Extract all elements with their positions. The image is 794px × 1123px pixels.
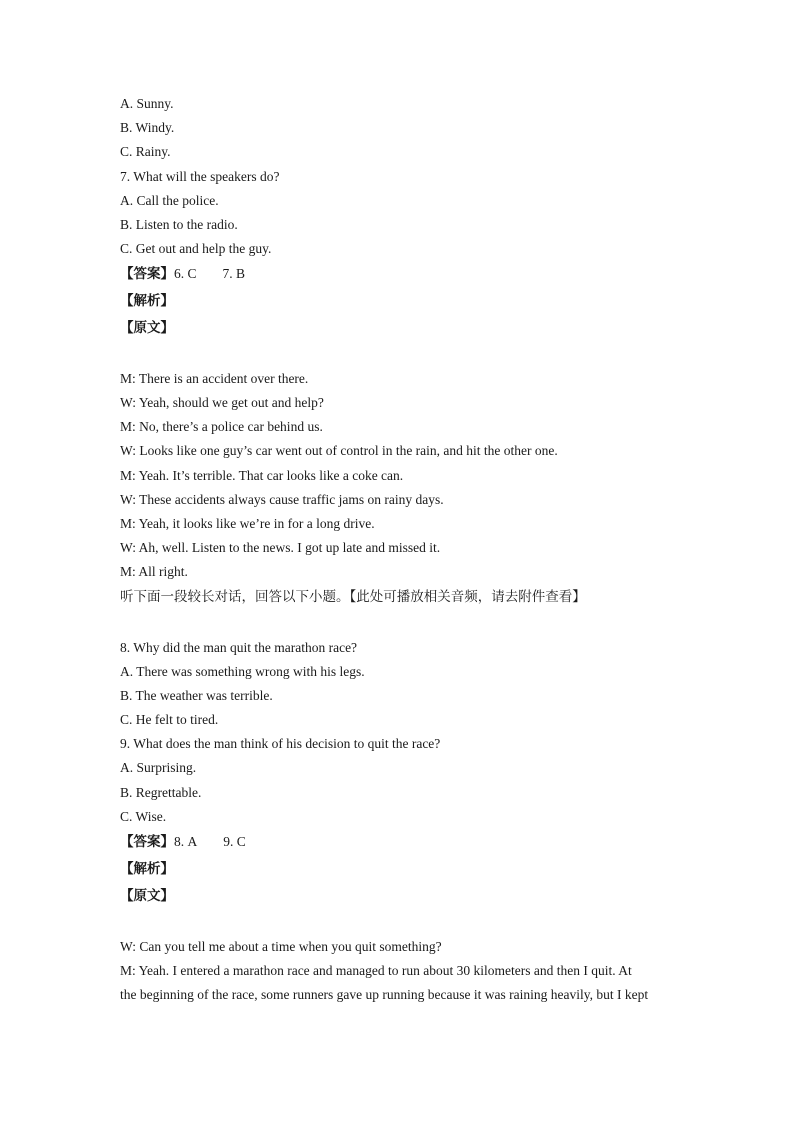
q6-option-c: C. Rainy.	[120, 144, 171, 159]
answer-7: 7. B	[222, 266, 246, 281]
answer-label: 【答案】	[120, 834, 174, 850]
dialogue-1-line-3: M: No, there’s a police car behind us.	[120, 419, 323, 434]
answer-line-1	[120, 265, 245, 283]
q6-option-b: B. Windy.	[120, 120, 175, 135]
q9-question: 9. What does the man think of his decision to quit the race?	[120, 736, 441, 751]
q7-question: 7. What will the speakers do?	[120, 169, 280, 184]
answer-9: 9. C	[223, 834, 246, 849]
q8-option-b: B. The weather was terrible.	[120, 688, 273, 703]
dialogue-1-line-7: M: Yeah, it looks like we’re in for a long drive.	[120, 516, 375, 531]
q7-option-a: A. Call the police.	[120, 193, 219, 208]
dialogue-1-line-2: W: Yeah, should we get out and help?	[120, 395, 324, 410]
dialogue-1-line-6: W: These accidents always cause traffic jams on rainy days.	[120, 492, 444, 507]
q9-option-a: A. Surprising.	[120, 760, 197, 775]
q7-option-c: C. Get out and help the guy.	[120, 241, 272, 256]
dialogue-2-line-2: M: Yeah. I entered a marathon race and managed to run about 30 kilometers and then I quit. At	[120, 963, 632, 978]
original-label-1: 【原文】	[120, 320, 174, 336]
q8-question: 8. Why did the man quit the marathon race?	[120, 640, 358, 655]
dialogue-2-line-3: the beginning of the race, some runners gave up running because it was raining heavily, but I kept	[120, 987, 649, 1002]
q8-option-c: C. He felt to tired.	[120, 712, 219, 727]
q8-option-a: A. There was something wrong with his legs.	[120, 664, 365, 679]
listening-instruction: 听下面一段较长对话，回答以下小题。【此处可播放相关音频，请去附件查看】	[120, 589, 586, 605]
q6-option-a: A. Sunny.	[120, 96, 174, 111]
answer-label: 【答案】	[120, 266, 174, 282]
q7-option-b: B. Listen to the radio.	[120, 217, 238, 232]
answer-line-2	[120, 833, 246, 851]
original-label-2: 【原文】	[120, 888, 174, 904]
analysis-label-1: 【解析】	[120, 293, 174, 309]
dialogue-1-line-1: M: There is an accident over there.	[120, 371, 309, 386]
dialogue-1-line-9: M: All right.	[120, 564, 188, 579]
dialogue-2-line-1: W: Can you tell me about a time when you quit something?	[120, 939, 442, 954]
dialogue-1-line-8: W: Ah, well. Listen to the news. I got up late and missed it.	[120, 540, 441, 555]
answer-6: 6. C	[174, 266, 197, 281]
answer-8: 8. A	[174, 834, 198, 849]
dialogue-1-line-4: W: Looks like one guy’s car went out of control in the rain, and hit the other one.	[120, 443, 558, 458]
dialogue-1-line-5: M: Yeah. It’s terrible. That car looks like a coke can.	[120, 468, 404, 483]
q9-option-c: C. Wise.	[120, 809, 167, 824]
q9-option-b: B. Regrettable.	[120, 785, 202, 800]
analysis-label-2: 【解析】	[120, 861, 174, 877]
